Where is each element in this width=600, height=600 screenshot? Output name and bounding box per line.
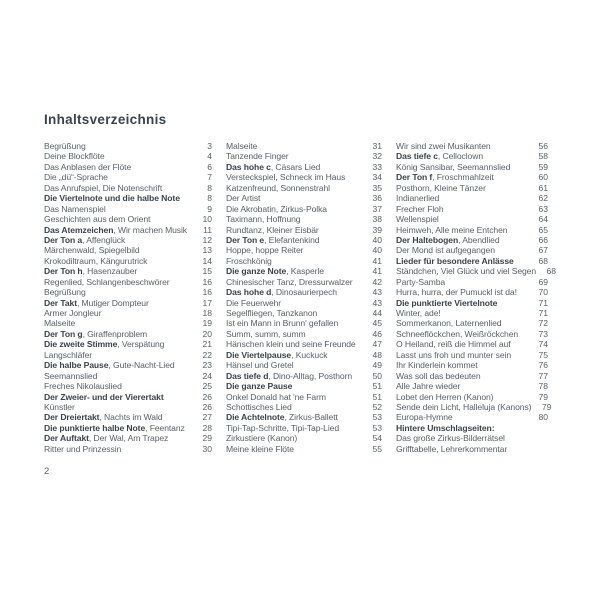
entry-page-number: 77 xyxy=(538,370,548,381)
entry-title: Party-Samba xyxy=(396,276,446,287)
toc-entry xyxy=(226,360,382,370)
entry-title: Der Ton g, Giraffenproblem xyxy=(44,328,148,339)
toc-column xyxy=(396,141,557,454)
entry-title: Die Akrobatin, Zirkus-Polka xyxy=(226,203,327,214)
entry-title: Krokodiltraum, Kängurutrick xyxy=(44,255,148,266)
entry-page-number: 52 xyxy=(372,401,382,412)
entry-page-number: 71 xyxy=(538,308,548,318)
toc-entry xyxy=(44,141,212,151)
entry-title: Heimweh, Alle meine Entchen xyxy=(396,224,508,235)
toc-entry xyxy=(44,193,212,203)
entry-page-number: 34 xyxy=(372,172,382,183)
entry-page-number: 29 xyxy=(202,433,212,444)
entry-title: Der Auftakt, Der Wal, Am Trapez xyxy=(44,433,169,444)
entry-page-number: 75 xyxy=(538,349,548,360)
entry-title: Europa-Hymne xyxy=(396,412,453,423)
entry-page-number: 59 xyxy=(538,161,548,172)
entry-page-number: 33 xyxy=(372,161,382,172)
entry-title: Ständchen, Viel Glück und viel Segen xyxy=(396,266,537,277)
entry-page-number: 32 xyxy=(372,151,382,162)
entry-page-number: 20 xyxy=(202,328,212,339)
entry-page-number: 51 xyxy=(372,381,382,392)
entry-title: Der Ton e, Elefantenkind xyxy=(226,234,320,245)
toc-entry xyxy=(396,162,548,172)
entry-page-number: 80 xyxy=(538,412,548,423)
toc-entry xyxy=(44,151,212,161)
toc-entry xyxy=(226,298,382,308)
entry-title: Die punktierte Viertelnote xyxy=(396,297,498,308)
entry-title: Der Dreiertakt, Nachts im Wald xyxy=(44,412,163,423)
toc-entry xyxy=(226,141,382,151)
entry-title: Die ganze Pause xyxy=(226,381,293,392)
entry-title: Armer Jongleur xyxy=(44,308,102,318)
entry-page-number: 53 xyxy=(372,422,382,433)
entry-page-number: 13 xyxy=(202,245,212,256)
toc-entry xyxy=(396,329,548,339)
toc-entry xyxy=(44,245,212,255)
entry-page-number: 11 xyxy=(203,224,212,235)
toc-entry xyxy=(396,287,548,297)
toc-entry xyxy=(44,381,212,391)
entry-title: Indianerlied xyxy=(396,193,440,204)
toc-entry xyxy=(226,402,382,412)
entry-page-number: 39 xyxy=(372,224,382,235)
entry-page-number: 41 xyxy=(372,255,382,266)
entry-title: Das Anblasen der Flöte xyxy=(44,161,132,172)
entry-title: Die Viertelnote und die halbe Note xyxy=(44,193,180,204)
toc-entry xyxy=(226,245,382,255)
page-number: 2 xyxy=(44,466,50,477)
toc-entry xyxy=(226,392,382,402)
entry-page-number: 16 xyxy=(202,287,212,298)
entry-page-number: 6 xyxy=(207,161,212,172)
toc-entry xyxy=(226,350,382,360)
entry-page-number: 40 xyxy=(372,245,382,256)
entry-page-number: 14 xyxy=(202,255,212,266)
entry-title: Der Zweier- und der Vierertakt xyxy=(44,391,164,402)
toc-entry xyxy=(396,350,548,360)
toc-entry xyxy=(396,256,548,266)
toc-entry xyxy=(44,329,212,339)
toc-entry xyxy=(44,204,212,214)
entry-page-number: 44 xyxy=(372,308,382,318)
entry-title: Die punktierte halbe Note, Feentanz xyxy=(44,422,185,433)
entry-title: Deine Blockflöte xyxy=(44,151,105,162)
toc-entry xyxy=(396,245,548,255)
toc-entry xyxy=(44,172,212,182)
toc-entry xyxy=(396,298,548,308)
entry-page-number: 66 xyxy=(538,234,548,245)
toc-entry xyxy=(44,444,212,454)
entry-title: Sende dein Licht, Halleluja (Kanons) xyxy=(396,401,532,412)
entry-title: Die ganze Note, Kasperle xyxy=(226,266,324,277)
toc-entry xyxy=(226,183,382,193)
entry-page-number: 56 xyxy=(538,141,548,151)
toc-entry xyxy=(226,329,382,339)
entry-title: Zirkustiere (Kanon) xyxy=(226,433,298,444)
toc-entry xyxy=(44,402,212,412)
toc-entry xyxy=(226,162,382,172)
entry-title: Grifftabelle, Lehrerkommentar xyxy=(396,443,508,454)
entry-page-number: 69 xyxy=(538,276,548,287)
entry-page-number: 46 xyxy=(372,328,382,339)
toc-columns xyxy=(44,141,557,454)
toc-entry xyxy=(44,339,212,349)
entry-title: Geschichten aus dem Orient xyxy=(44,214,151,225)
toc-entry xyxy=(226,308,382,318)
toc-entry xyxy=(396,371,548,381)
entry-page-number: 18 xyxy=(202,308,212,318)
entry-page-number: 58 xyxy=(538,151,548,162)
entry-title: Das Namenspiel xyxy=(44,203,106,214)
entry-page-number: 26 xyxy=(202,391,212,402)
entry-page-number: 45 xyxy=(372,318,382,329)
toc-entry xyxy=(396,235,548,245)
entry-title: Versteckspiel, Schneck im Haus xyxy=(226,172,346,183)
entry-page-number: 68 xyxy=(538,255,548,266)
entry-page-number: 16 xyxy=(202,276,212,287)
toc-entry xyxy=(226,256,382,266)
entry-title: Winter, ade! xyxy=(396,308,441,318)
entry-page-number: 71 xyxy=(538,297,548,308)
entry-page-number: 73 xyxy=(538,328,548,339)
toc-entry xyxy=(226,339,382,349)
entry-title: Seemannslied xyxy=(44,370,98,381)
toc-entry xyxy=(44,235,212,245)
entry-title: Sommerkanon, Laternenlied xyxy=(396,318,502,329)
entry-title: Künstler xyxy=(44,401,75,412)
entry-title: Ist ein Mann in Brunn' gefallen xyxy=(226,318,339,329)
entry-title: Rundtanz, Kleiner Eisbär xyxy=(226,224,319,235)
toc-entry xyxy=(44,318,212,328)
entry-page-number: 36 xyxy=(372,193,382,204)
entry-title: Froschkönig xyxy=(226,255,272,266)
toc-column xyxy=(44,141,212,454)
entry-title: Hänschen klein und seine Freunde xyxy=(226,339,356,350)
entry-title: Der Ton h, Hasenzauber xyxy=(44,266,138,277)
toc-entry xyxy=(396,183,548,193)
entry-title: Die Viertelpause, Kuckuck xyxy=(226,349,328,360)
entry-page-number: 64 xyxy=(538,214,548,225)
entry-title: Schneeflöckchen, Weißröckchen xyxy=(396,328,519,339)
entry-title: Regenlied, Schlangenbeschwörer xyxy=(44,276,170,287)
entry-page-number: 68 xyxy=(546,266,557,277)
toc-entry xyxy=(226,235,382,245)
entry-title: Die halbe Pause, Gute-Nacht-Lied xyxy=(44,360,175,371)
entry-title: Märchenwald, Spiegelbild xyxy=(44,245,140,256)
entry-page-number: 61 xyxy=(538,182,548,193)
entry-title: Malseite xyxy=(226,141,258,151)
entry-title: Die „dü“-Sprache xyxy=(44,172,108,183)
entry-page-number: 26 xyxy=(202,401,212,412)
toc-entry xyxy=(44,225,212,235)
entry-title: Tipi-Tap-Schritte, Tipi-Tap-Lied xyxy=(226,422,340,433)
entry-page-number: 50 xyxy=(372,370,382,381)
toc-entry xyxy=(44,256,212,266)
entry-title: Hurra, hurra, der Pumuckl ist da! xyxy=(396,287,517,298)
entry-title: Wellenspiel xyxy=(396,214,439,225)
entry-title: Katzenfreund, Sonnenstrahl xyxy=(226,182,330,193)
entry-page-number: 31 xyxy=(372,141,382,151)
toc-entry xyxy=(44,308,212,318)
entry-title: Der Artist xyxy=(226,193,261,204)
toc-entry xyxy=(44,433,212,443)
entry-page-number: 37 xyxy=(372,203,382,214)
toc-entry xyxy=(396,392,548,402)
entry-title: König Sansibar, Seemannslied xyxy=(396,161,511,172)
entry-page-number: 10 xyxy=(202,214,212,225)
entry-title: Onkel Donald hat 'ne Farm xyxy=(226,391,326,402)
entry-title: Hänsel und Gretel xyxy=(226,360,294,371)
toc-entry xyxy=(396,381,548,391)
entry-page-number: 17 xyxy=(202,297,212,308)
entry-title: O Heiland, reiß die Himmel auf xyxy=(396,339,511,350)
entry-page-number: 79 xyxy=(538,391,548,402)
toc-entry xyxy=(226,433,382,443)
toc-entry xyxy=(226,371,382,381)
entry-page-number: 28 xyxy=(202,422,212,433)
entry-page-number: 23 xyxy=(202,360,212,371)
entry-page-number: 40 xyxy=(372,234,382,245)
toc-entry xyxy=(396,339,548,349)
toc-entry xyxy=(44,214,212,224)
entry-page-number: 25 xyxy=(202,381,212,392)
entry-title: Lieder für besondere Anlässe xyxy=(396,255,514,266)
entry-title: Taximann, Hoffnung xyxy=(226,214,301,225)
toc-entry xyxy=(44,287,212,297)
entry-page-number: 22 xyxy=(202,349,212,360)
entry-title: Summ, summ, summ xyxy=(226,328,306,339)
entry-title: Frecher Floh xyxy=(396,203,444,214)
entry-title: Langschläfer xyxy=(44,349,93,360)
entry-title: Wir sind zwei Musikanten xyxy=(396,141,491,151)
toc-entry xyxy=(44,392,212,402)
toc-entry xyxy=(226,287,382,297)
entry-page-number: 42 xyxy=(372,276,382,287)
entry-page-number: 49 xyxy=(372,360,382,371)
entry-title: Hoppe, hoppe Reiter xyxy=(226,245,304,256)
entry-page-number: 53 xyxy=(372,412,382,423)
entry-title: Die zweite Stimme, Verspätung xyxy=(44,339,165,350)
toc-entry xyxy=(226,225,382,235)
entry-page-number: 70 xyxy=(538,287,548,298)
entry-page-number: 65 xyxy=(538,224,548,235)
entry-title: Das hohe c, Cäsars Lied xyxy=(226,161,321,172)
toc-entry xyxy=(396,141,548,151)
entry-page-number: 30 xyxy=(202,443,212,454)
entry-page-number: 38 xyxy=(372,214,382,225)
toc-entry xyxy=(226,318,382,328)
toc-entry xyxy=(396,360,548,370)
entry-title: Meine kleine Flöte xyxy=(226,443,294,454)
toc-entry xyxy=(44,266,212,276)
entry-page-number: 74 xyxy=(538,339,548,350)
entry-title: Was soll das bedeuten xyxy=(396,370,481,381)
entry-page-number: 21 xyxy=(202,339,212,350)
toc-entry xyxy=(44,298,212,308)
toc-entry xyxy=(396,401,552,412)
toc-entry xyxy=(44,423,212,433)
entry-page-number: 76 xyxy=(538,360,548,371)
entry-title: Ritter und Prinzessin xyxy=(44,443,122,454)
toc-entry xyxy=(226,204,382,214)
entry-page-number: 67 xyxy=(538,245,548,256)
toc-entry xyxy=(396,172,548,182)
entry-title: Segelfliegen, Tanzkanon xyxy=(226,308,318,318)
entry-page-number: 3 xyxy=(207,141,212,151)
toc-entry xyxy=(396,308,548,318)
entry-title: Der Takt, Mutiger Dompteur xyxy=(44,297,149,308)
entry-title: Das hohe d, Dinosaurierpech xyxy=(226,287,337,298)
toc-column xyxy=(226,141,382,454)
toc-entry xyxy=(226,412,382,422)
toc-entry xyxy=(44,350,212,360)
page-title: Inhaltsverzeichnis xyxy=(44,112,167,127)
entry-title: Freches Nikolauslied xyxy=(44,381,122,392)
toc-entry xyxy=(226,151,382,161)
entry-title: Hintere Umschlagseiten: xyxy=(396,422,495,433)
entry-title: Der Ton a, Affenglück xyxy=(44,234,126,245)
toc-entry xyxy=(396,277,548,287)
toc-entry xyxy=(396,214,548,224)
entry-page-number: 60 xyxy=(538,172,548,183)
toc-entry xyxy=(226,423,382,433)
toc-entry xyxy=(226,193,382,203)
toc-entry xyxy=(226,277,382,287)
entry-title: Die Achtelnote, Zirkus-Ballett xyxy=(226,412,338,423)
toc-entry xyxy=(396,193,548,203)
entry-title: Das Atemzeichen, Wir machen Musik xyxy=(44,224,188,235)
entry-title: Das tiefe c, Celloclown xyxy=(396,151,484,162)
entry-page-number: 48 xyxy=(372,349,382,360)
toc-entry xyxy=(44,162,212,172)
entry-page-number: 72 xyxy=(538,318,548,329)
toc-entry xyxy=(44,412,212,422)
entry-title: Begrüßung xyxy=(44,287,86,298)
entry-title: Der Mond ist aufgegangen xyxy=(396,245,495,256)
entry-page-number: 27 xyxy=(202,412,212,423)
toc-entry xyxy=(44,277,212,287)
entry-page-number: 7 xyxy=(207,172,212,183)
toc-entry xyxy=(226,444,382,454)
entry-page-number: 24 xyxy=(202,370,212,381)
entry-page-number: 54 xyxy=(372,433,382,444)
entry-title: Posthorn, Kleine Tänzer xyxy=(396,182,486,193)
toc-entry xyxy=(44,371,212,381)
entry-page-number: 43 xyxy=(372,287,382,298)
entry-page-number: 4 xyxy=(207,151,212,162)
toc-entry xyxy=(226,266,382,276)
entry-page-number: 51 xyxy=(372,391,382,402)
entry-page-number: 41 xyxy=(372,266,382,277)
entry-page-number: 78 xyxy=(538,381,548,392)
entry-title: Lobet den Herren (Kanon) xyxy=(396,391,494,402)
toc-entry xyxy=(396,204,548,214)
entry-page-number: 63 xyxy=(538,203,548,214)
toc-entry xyxy=(396,266,557,277)
entry-page-number: 62 xyxy=(538,193,548,204)
toc-entry xyxy=(396,225,548,235)
entry-page-number: 15 xyxy=(202,266,212,277)
entry-page-number: 55 xyxy=(372,443,382,454)
toc-entry xyxy=(396,423,548,433)
entry-page-number: 9 xyxy=(207,203,212,214)
toc-entry xyxy=(44,360,212,370)
entry-title: Der Ton f, Froschmahlzeit xyxy=(396,172,494,183)
entry-page-number: 47 xyxy=(372,339,382,350)
entry-page-number: 8 xyxy=(207,182,212,193)
entry-page-number: 19 xyxy=(202,318,212,329)
entry-page-number: 12 xyxy=(202,234,212,245)
entry-title: Malseite xyxy=(44,318,76,329)
toc-entry xyxy=(44,183,212,193)
entry-title: Lasst uns froh und munter sein xyxy=(396,349,511,360)
entry-title: Das Anrufspiel, Die Notenschrift xyxy=(44,182,163,193)
entry-page-number: 35 xyxy=(372,182,382,193)
entry-title: Die Feuerwehr xyxy=(226,297,282,308)
entry-title: Das tiefe d, Dino-Alltag, Posthorn xyxy=(226,370,353,381)
entry-title: Alle Jahre wieder xyxy=(396,381,461,392)
entry-page-number: 79 xyxy=(541,401,552,412)
entry-title: Schottisches Lied xyxy=(226,401,292,412)
entry-title: Tanzende Finger xyxy=(226,151,289,162)
toc-entry xyxy=(396,444,548,454)
toc-entry xyxy=(396,318,548,328)
entry-page-number: 8 xyxy=(207,193,212,204)
entry-title: Der Haltebogen, Abendlied xyxy=(396,234,500,245)
entry-title: Das große Zirkus-Bilderrätsel xyxy=(396,433,505,444)
toc-entry xyxy=(396,412,548,422)
entry-page-number: 43 xyxy=(372,297,382,308)
toc-entry xyxy=(226,214,382,224)
entry-title: Ihr Kinderlein kommet xyxy=(396,360,478,371)
toc-entry xyxy=(396,151,548,161)
toc-entry xyxy=(396,433,548,443)
entry-title: Begrüßung xyxy=(44,141,86,151)
toc-entry xyxy=(226,381,382,391)
entry-title: Chinesischer Tanz, Dressurwalzer xyxy=(226,276,353,287)
toc-entry xyxy=(226,172,382,182)
